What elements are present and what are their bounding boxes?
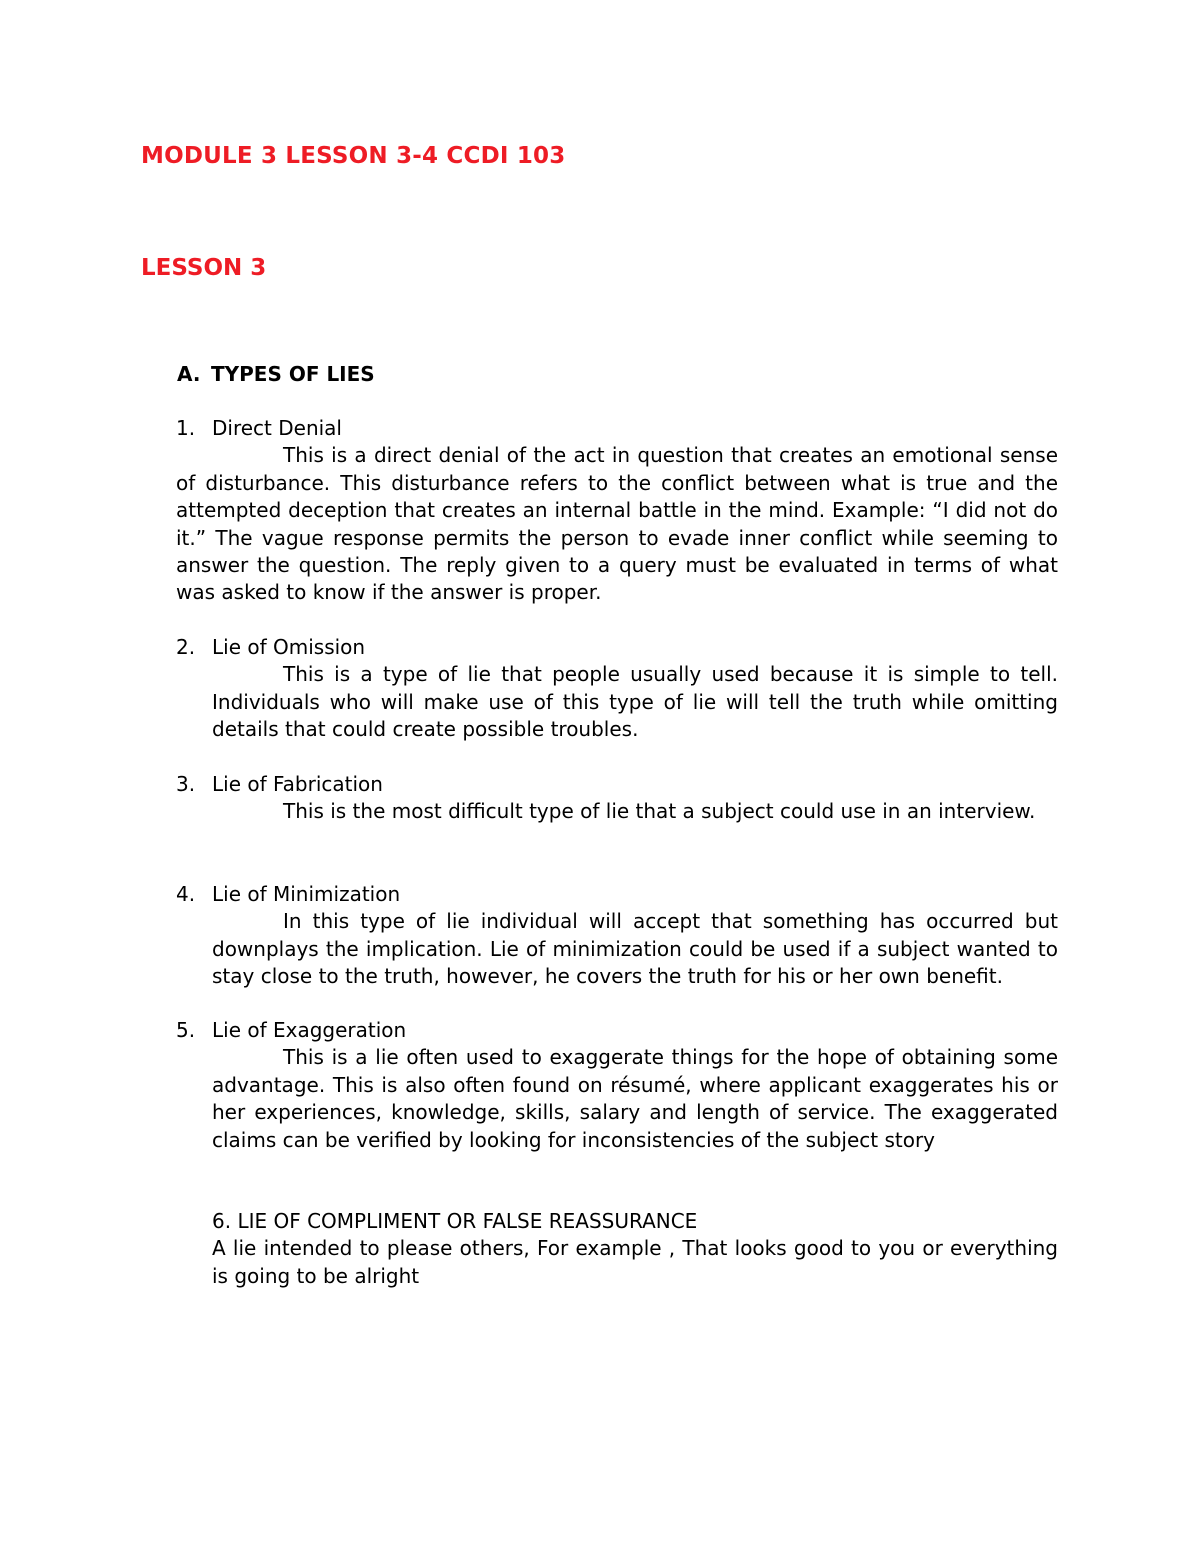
section-heading-text: TYPES OF LIES <box>211 362 375 386</box>
list-item-lie-of-minimization <box>176 881 1058 991</box>
list-item-heading: 6. LIE OF COMPLIMENT OR FALSE REASSURANCE <box>212 1209 698 1233</box>
list-item-direct-denial <box>176 415 1058 607</box>
list-item-body: This is a direct denial of the act in question that creates an emotional sense of disturbance. This disturbance refers to the conflict between what is true and the attempted deception that creates an internal battle in the mind. Example: “I did not do it.” The vague response permits the person to evade inner conflict while seeming to answer the question. The reply given to a query must be evaluated in terms of what was asked to know if the answer is proper. <box>176 443 1058 605</box>
list-item-title: Lie of Exaggeration <box>212 1018 407 1042</box>
list-item-lie-of-fabrication <box>176 771 1058 826</box>
section-heading <box>177 362 375 386</box>
list-item-body: This is a lie often used to exaggerate things for the hope of obtaining some advantage. This is also often found on résumé, where applicant exaggerates his or her experiences, knowledge, skills, salary and length of service. The exaggerated claims can be verified by looking for inconsistencies of the subject story <box>212 1045 1058 1152</box>
list-item-heading <box>176 1017 1058 1044</box>
list-item-lie-of-omission <box>176 634 1058 744</box>
list-item-number: 3. <box>176 772 196 796</box>
list-item-lie-of-compliment <box>212 1208 1058 1290</box>
document-title: MODULE 3 LESSON 3-4 CCDI 103 <box>141 143 566 169</box>
list-item-body: This is the most difficult type of lie that a subject could use in an interview. <box>283 799 1036 824</box>
list-item-title: Lie of Fabrication <box>212 772 383 796</box>
lesson-title: LESSON 3 <box>141 255 267 281</box>
list-item-body: A lie intended to please others, For example , That looks good to you or everything is going to be alright <box>212 1236 1058 1288</box>
list-item-heading <box>176 771 1058 798</box>
list-item-lie-of-exaggeration <box>176 1017 1058 1154</box>
list-item-title: Lie of Minimization <box>212 882 401 906</box>
list-item-number: 1. <box>176 416 196 440</box>
list-item-heading <box>176 634 1058 661</box>
list-item-number: 5. <box>176 1018 196 1042</box>
list-item-number: 2. <box>176 635 196 659</box>
list-item-heading <box>176 415 1058 442</box>
list-item-title: Direct Denial <box>212 416 342 440</box>
list-item-body: This is a type of lie that people usually used because it is simple to tell. Individuals who will make use of this type of lie will tell the truth while omitting details that could create possible troubles. <box>212 662 1058 742</box>
list-item-heading <box>176 881 1058 908</box>
list-item-body: In this type of lie individual will accept that something has occurred but downplays the implication. Lie of minimization could be used if a subject wanted to stay close to the truth, however, he covers the truth for his or her own benefit. <box>212 909 1058 989</box>
section-letter: A. <box>177 362 201 386</box>
list-item-number: 4. <box>176 882 196 906</box>
list-item-title: Lie of Omission <box>212 635 366 659</box>
